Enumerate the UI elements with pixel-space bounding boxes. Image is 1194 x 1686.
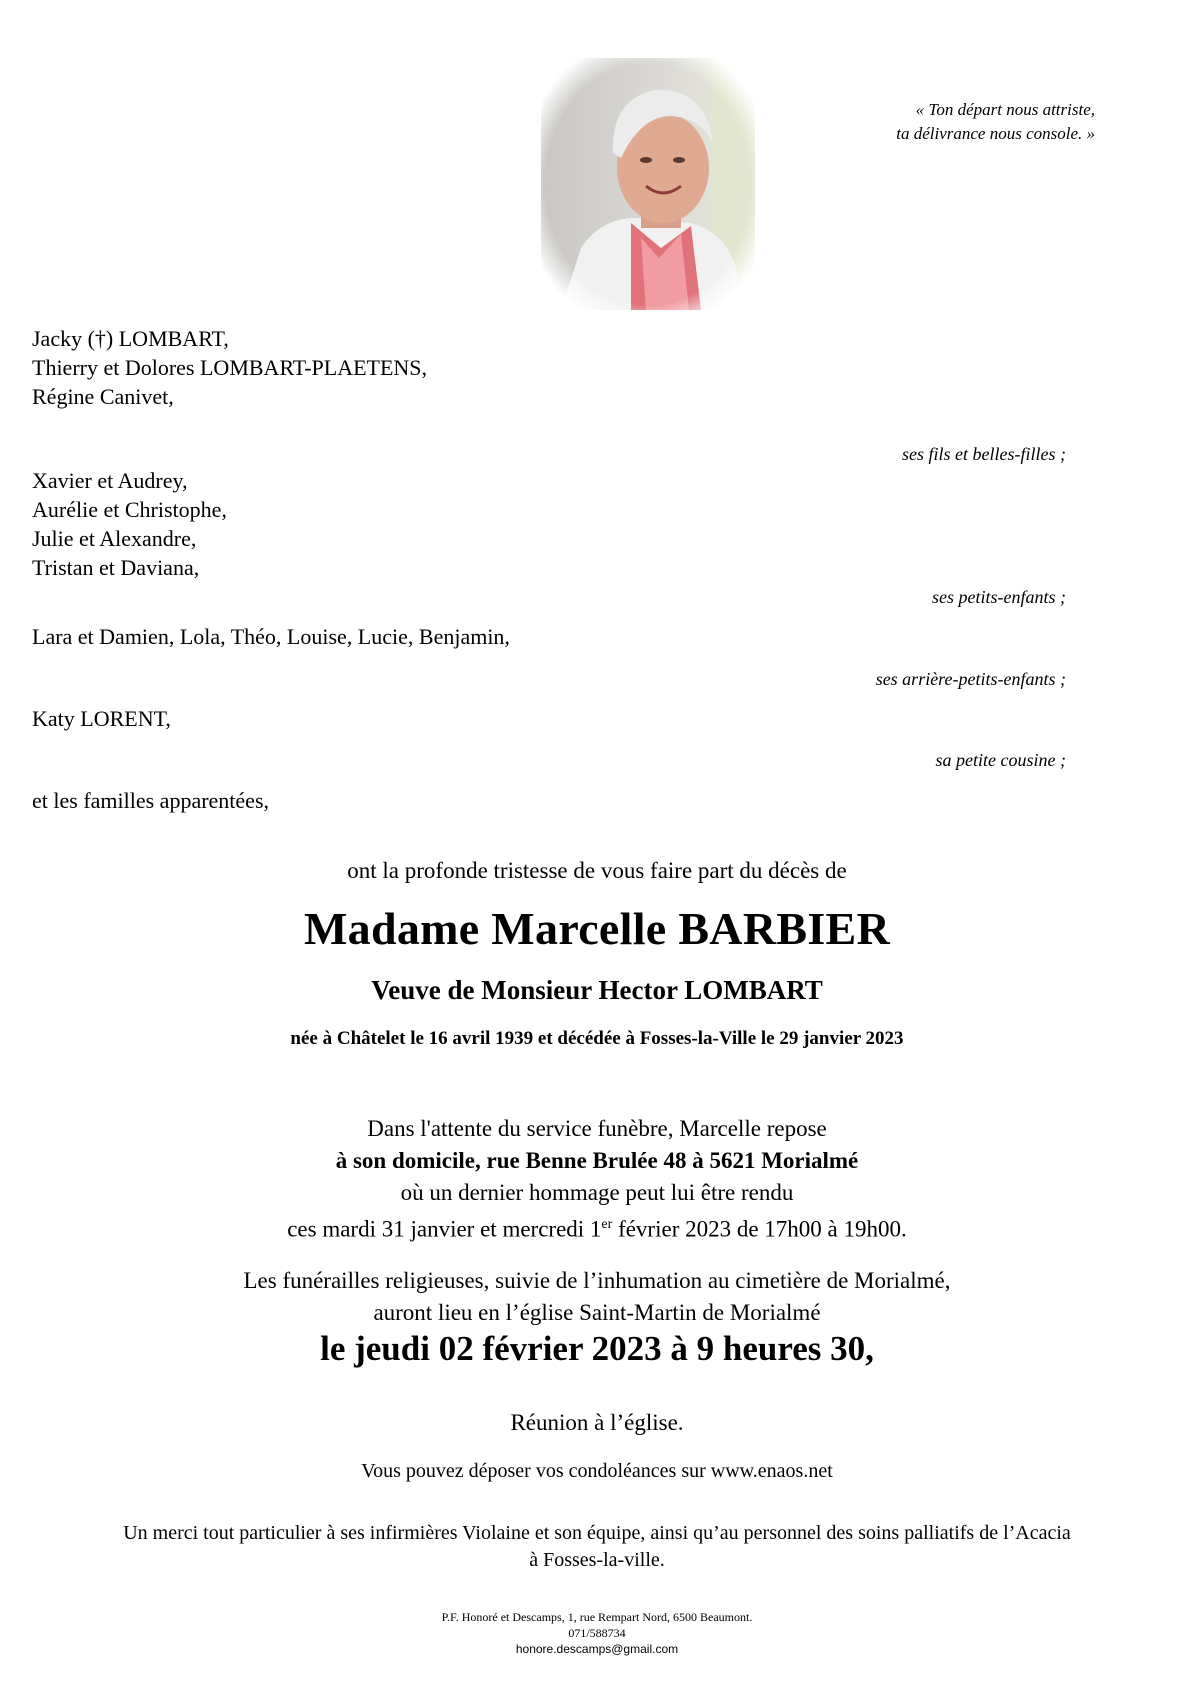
family-line: Jacky (†) LOMBART, <box>32 326 229 351</box>
funeral-date: le jeudi 02 février 2023 à 9 heures 30, <box>320 1329 874 1368</box>
footer-email: honore.descamps@gmail.com <box>515 1642 679 1656</box>
cousin-role: sa petite cousine ; <box>935 750 1066 770</box>
family-line: Katy LORENT, <box>32 706 171 731</box>
widow-of: Veuve de Monsieur Hector LOMBART <box>371 975 823 1005</box>
family-line: Thierry et Dolores LOMBART-PLAETENS, <box>32 355 428 380</box>
visitation-dates-text: février 2023 de 17h00 à 19h00. <box>612 1216 907 1242</box>
funeral-home-footer <box>0 1609 1194 1657</box>
thanks-block <box>0 1520 1194 1574</box>
thanks-line: à Fosses-la-ville. <box>529 1549 665 1571</box>
thanks-line: Un merci tout particulier à ses infirmières Violaine et son équipe, ainsi qu’au personnel des soins palliatifs de l’Acacia <box>123 1522 1071 1544</box>
great-grandchildren-list <box>32 622 510 651</box>
sons-role: ses fils et belles-filles ; <box>902 444 1066 464</box>
visitation-line: où un dernier hommage peut lui être rendu <box>400 1180 794 1205</box>
deceased-name: Madame Marcelle BARBIER <box>303 903 891 954</box>
visitation-line: Dans l'attente du service funèbre, Marcelle repose <box>367 1116 827 1141</box>
epigraph-line: « Ton départ nous attriste, <box>915 100 1095 119</box>
meeting-note: Réunion à l’église. <box>510 1410 684 1435</box>
great-grandchildren-role: ses arrière-petits-enfants ; <box>875 669 1066 689</box>
visitation-address: à son domicile, rue Benne Brulée 48 à 5621 Morialmé <box>335 1148 859 1173</box>
funeral-line: auront lieu en l’église Saint-Martin de Morialmé <box>373 1300 821 1325</box>
footer-address: P.F. Honoré et Descamps, 1, rue Rempart Nord, 6500 Beaumont. <box>441 1610 753 1624</box>
family-line: Aurélie et Christophe, <box>32 497 227 522</box>
family-line: Xavier et Audrey, <box>32 468 188 493</box>
related-families: et les familles apparentées, <box>32 788 270 813</box>
portrait-photo <box>541 58 755 310</box>
condolences-note: Vous pouvez déposer vos condoléances sur www.enaos.net <box>361 1460 833 1482</box>
birth-death-dates: née à Châtelet le 16 avril 1939 et décédée à Fosses-la-Ville le 29 janvier 2023 <box>290 1028 904 1049</box>
funeral-block <box>0 1265 1194 1329</box>
footer-phone: 071/588734 <box>568 1626 626 1640</box>
visitation-dates-text: ces mardi 31 janvier et mercredi 1 <box>287 1216 602 1242</box>
family-line: Lara et Damien, Lola, Théo, Louise, Lucie, Benjamin, <box>32 624 510 649</box>
family-line: Tristan et Daviana, <box>32 555 200 580</box>
visitation-block <box>0 1113 1194 1246</box>
epigraph <box>896 98 1095 146</box>
announcement-intro: ont la profonde tristesse de vous faire part du décès de <box>347 858 847 883</box>
family-line: Régine Canivet, <box>32 384 174 409</box>
cousin-list <box>32 704 171 733</box>
grandchildren-role: ses petits-enfants ; <box>932 587 1066 607</box>
sons-list <box>32 324 427 411</box>
ordinal-suffix: er <box>601 1217 613 1232</box>
visitation-dates <box>0 1209 1194 1246</box>
grandchildren-list <box>32 466 227 582</box>
epigraph-line: ta délivrance nous console. » <box>896 124 1095 143</box>
family-line: Julie et Alexandre, <box>32 526 197 551</box>
funeral-line: Les funérailles religieuses, suivie de l’inhumation au cimetière de Morialmé, <box>243 1268 951 1293</box>
